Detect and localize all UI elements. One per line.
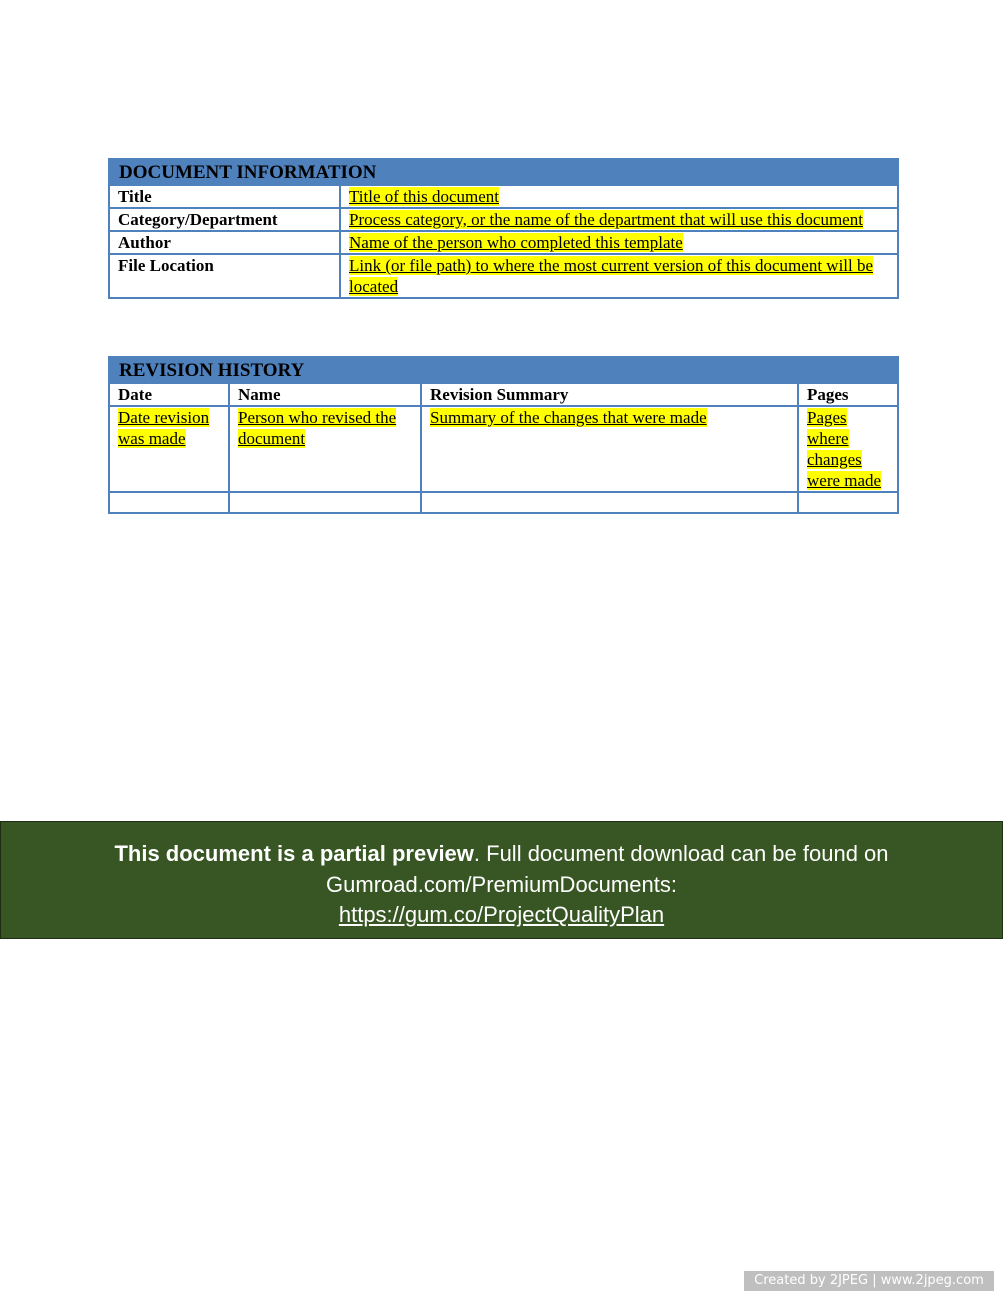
document-information-header: DOCUMENT INFORMATION bbox=[109, 159, 898, 185]
revision-history-table bbox=[108, 356, 899, 514]
table-row bbox=[109, 231, 898, 254]
revision-pages-placeholder: Pages where changes were made bbox=[807, 408, 882, 490]
table-row bbox=[109, 208, 898, 231]
document-information-table bbox=[108, 158, 899, 299]
category-value bbox=[340, 208, 898, 231]
category-placeholder: Process category, or the name of the department that will use this document bbox=[349, 210, 863, 229]
revision-history-header: REVISION HISTORY bbox=[109, 357, 898, 383]
table-row bbox=[109, 254, 898, 298]
author-placeholder: Name of the person who completed this template bbox=[349, 233, 683, 252]
revision-name-placeholder: Person who revised the document bbox=[238, 408, 397, 448]
preview-notice-text: . Full document download can be found on Gumroad.com/PremiumDocuments: bbox=[326, 841, 889, 897]
file-location-label: File Location bbox=[109, 254, 340, 298]
empty-pages-cell bbox=[798, 492, 898, 513]
revision-name-cell bbox=[229, 406, 421, 492]
file-location-placeholder: Link (or file path) to where the most current version of this document will be located bbox=[349, 256, 874, 296]
revision-date-placeholder: Date revision was made bbox=[118, 408, 210, 448]
title-value bbox=[340, 185, 898, 208]
pages-column-header: Pages bbox=[798, 383, 898, 406]
partial-preview-banner bbox=[0, 821, 1003, 939]
revision-summary-cell bbox=[421, 406, 798, 492]
preview-notice-bold: This document is a partial preview bbox=[114, 841, 474, 866]
watermark: Created by 2JPEG | www.2jpeg.com bbox=[744, 1271, 994, 1291]
revision-date-cell bbox=[109, 406, 229, 492]
revision-summary-column-header: Revision Summary bbox=[421, 383, 798, 406]
table-row bbox=[109, 185, 898, 208]
name-column-header: Name bbox=[229, 383, 421, 406]
author-label: Author bbox=[109, 231, 340, 254]
revision-pages-cell bbox=[798, 406, 898, 492]
table-row bbox=[109, 406, 898, 492]
empty-summary-cell bbox=[421, 492, 798, 513]
table-row bbox=[109, 492, 898, 513]
date-column-header: Date bbox=[109, 383, 229, 406]
table-header-row bbox=[109, 383, 898, 406]
empty-name-cell bbox=[229, 492, 421, 513]
file-location-value bbox=[340, 254, 898, 298]
empty-date-cell bbox=[109, 492, 229, 513]
title-placeholder: Title of this document bbox=[349, 187, 500, 206]
download-link[interactable]: https://gum.co/ProjectQualityPlan bbox=[338, 902, 665, 927]
title-label: Title bbox=[109, 185, 340, 208]
author-value bbox=[340, 231, 898, 254]
revision-summary-placeholder: Summary of the changes that were made bbox=[430, 408, 707, 427]
category-label: Category/Department bbox=[109, 208, 340, 231]
